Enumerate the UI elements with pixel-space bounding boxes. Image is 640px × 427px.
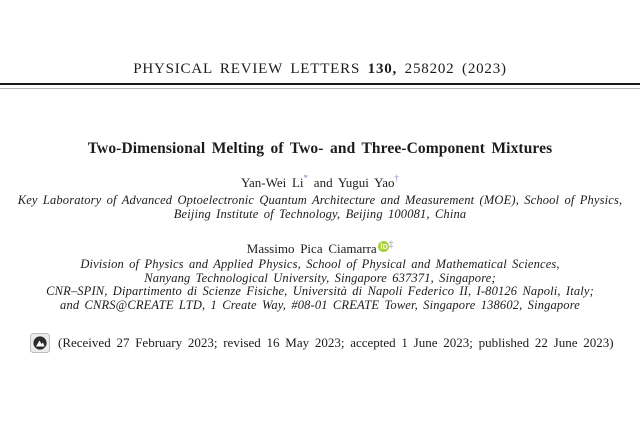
author-separator: and [313, 175, 333, 190]
journal-name: PHYSICAL REVIEW LETTERS [133, 61, 361, 77]
affiliation-line: Key Laboratory of Advanced Optoelectronic Quantum Architecture and Measurement (MOE), School of Physics, [17, 193, 623, 207]
affiliation-block-1 [0, 194, 640, 221]
footnote-marker-asterisk[interactable]: * [303, 172, 309, 183]
author-name: Yan-Wei Li [240, 175, 304, 190]
header-rule-thin [0, 88, 640, 89]
received-dates-text: (Received 27 February 2023; revised 16 May 2023; accepted 1 June 2023; published 22 June 2023) [58, 335, 614, 350]
affiliation-line: Nanyang Technological University, Singapore 637371, Singapore; [144, 270, 496, 285]
page-title: Two-Dimensional Melting of Two- and Three-Component Mixtures [87, 140, 553, 157]
author-line-1 [0, 172, 640, 191]
journal-issue-info: 258202 (2023) [404, 61, 507, 77]
physics-badge-icon[interactable] [30, 333, 50, 353]
affiliation-block-2 [0, 258, 640, 312]
footnote-marker-dagger[interactable]: † [394, 172, 400, 183]
journal-header [0, 61, 640, 78]
author-name: Yugui Yao [337, 175, 395, 190]
affiliation-line: CNR–SPIN, Dipartimento di Scienze Fisiche, Università di Napoli Federico II, I-80126 Napoli, Italy; [46, 284, 594, 299]
affiliation-line: and CNRS@CREATE LTD, 1 Create Way, #08-01 CREATE Tower, Singapore 138602, Singapore [60, 297, 580, 312]
author-line-2 [0, 240, 640, 257]
footnote-marker-double-dagger[interactable]: ‡ [388, 238, 394, 249]
author-name: Massimo Pica Ciamarra [246, 241, 377, 256]
journal-volume: 130, [367, 61, 398, 77]
affiliation-line: Beijing Institute of Technology, Beijing 100081, China [173, 206, 467, 221]
orcid-icon[interactable] [378, 240, 389, 251]
dates-row [30, 333, 640, 353]
header-rule-thick [0, 83, 640, 85]
affiliation-line: Division of Physics and Applied Physics, School of Physical and Mathematical Sciences, [80, 257, 560, 271]
